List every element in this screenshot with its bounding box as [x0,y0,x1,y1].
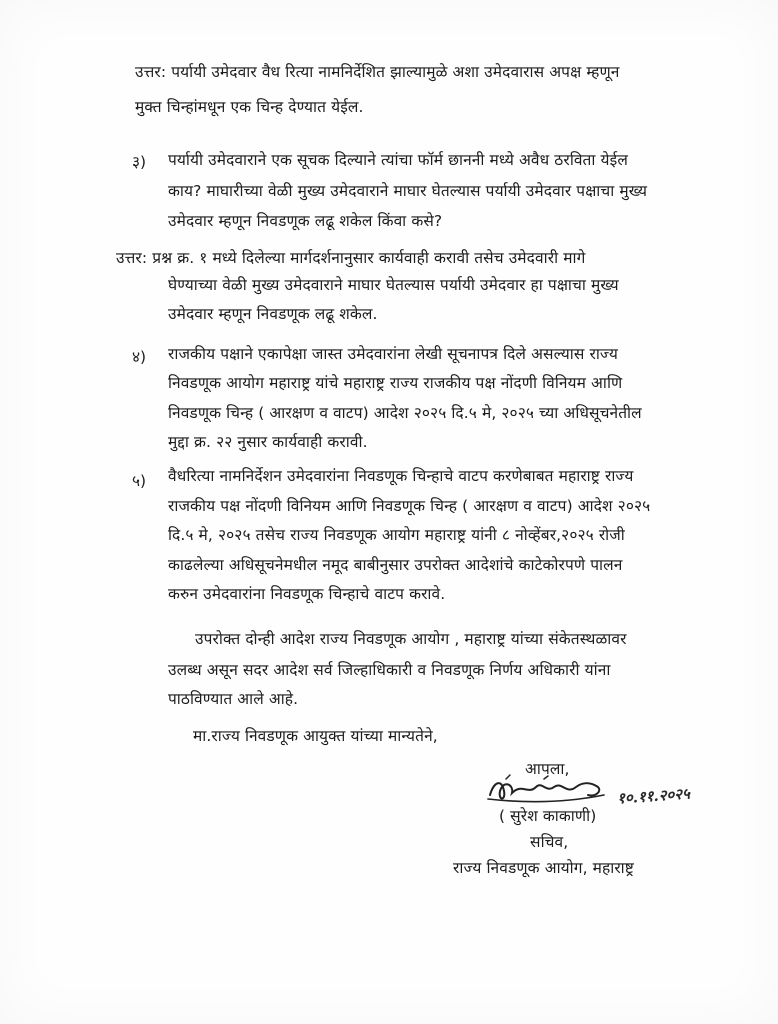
closing-para-line-2: उलब्ध असून सदर आदेश सर्व जिल्हाधिकारी व निवडणूक निर्णय अधिकारी यांना [168,661,611,679]
question-3-line-2: काय? माघारीच्या वेळी मुख्य उमेदवाराने माघार घेतल्यास पर्यायी उमेदवार पक्षाचा मुख्य [168,182,648,200]
question-3-line-1: पर्यायी उमेदवाराने एक सूचक दिल्याने त्यांचा फॉर्म छाननी मध्ये अवैध ठरविता येईल [168,151,628,169]
item-5-line-1: वैधरित्या नामनिर्देशन उमेदवारांना निवडणूक चिन्हाचे वाटप करणेबाबत महाराष्ट्र राज्य [168,467,634,485]
signatory-designation: सचिव, [530,833,569,851]
answer-1-line-1: उत्तर: पर्यायी उमेदवार वैध रित्या नामनिर्देशित झाल्यामुळे अशा उमेदवारास अपक्ष म्हणून [135,63,620,81]
question-3-line-3: उमेदवार म्हणून निवडणूक लढू शकेल किंवा कसे? [168,212,443,230]
answer-3-line-1: उत्तर: प्रश्न क्र. १ मध्ये दिलेल्या मार्गदर्शनानुसार कार्यवाही करावी तसेच उमेदवारी मागे [116,249,586,267]
answer-1-line-2: मुक्त चिन्हांमधून एक चिन्ह देण्यात येईल. [135,98,364,116]
item-4-number: ४) [132,348,147,366]
signatory-office: राज्य निवडणूक आयोग, महाराष्ट्र [453,859,634,877]
item-5-line-2: राजकीय पक्ष नोंदणी विनियम आणि निवडणूक चिन्ह ( आरक्षण व वाटप) आदेश २०२५ [168,497,651,515]
item-4-line-2: निवडणूक आयोग महाराष्ट्र यांचे महाराष्ट्र राज्य राजकीय पक्ष नोंदणी विनियम आणि [168,374,623,392]
item-4-line-1: राजकीय पक्षाने एकापेक्षा जास्त उमेदवारांना लेखी सूचनापत्र दिले असल्यास राज्य [168,345,618,363]
item-4-line-4: मुद्दा क्र. २२ नुसार कार्यवाही करावी. [168,433,368,451]
approval-line: मा.राज्य निवडणूक आयुक्त यांच्या मान्यतेने, [193,727,438,745]
item-5-line-3: दि.५ मे, २०२५ तसेच राज्य निवडणूक आयोग महाराष्ट्र यांनी ८ नोव्हेंबर,२०२५ रोजी [168,526,625,544]
closing-para-line-1: उपरोक्त दोन्ही आदेश राज्य निवडणूक आयोग , महाराष्ट्र यांच्या संकेतस्थळावर [195,630,627,648]
item-5-number: ५) [132,472,147,490]
item-5-line-5: करुन उमेदवारांना निवडणूक चिन्हाचे वाटप करावे. [168,585,446,603]
item-5-line-4: काढलेल्या अधिसूचनेमधील नमूद बाबीनुसार उपरोक्त आदेशांचे काटेकोरपणे पालन [168,556,623,574]
answer-3-line-2: घेण्याच्या वेळी मुख्य उमेदवाराने माघार घेतल्यास पर्यायी उमेदवार हा पक्षाचा मुख्य [168,276,619,294]
closing-para-line-3: पाठविण्यात आले आहे. [168,690,299,708]
item-4-line-3: निवडणूक चिन्ह ( आरक्षण व वाटप) आदेश २०२५ दि.५ मे, २०२५ च्या अधिसूचनेतील [168,404,642,422]
answer-3-line-3: उमेदवार म्हणून निवडणूक लढू शकेल. [168,305,378,323]
handwritten-signature [484,773,614,807]
signatory-name: ( सुरेश काकाणी) [499,807,597,825]
signature-yours: आपला, [525,760,570,778]
handwritten-date: १०.११.२०२५ [616,784,691,808]
question-3-number: ३) [132,153,147,171]
